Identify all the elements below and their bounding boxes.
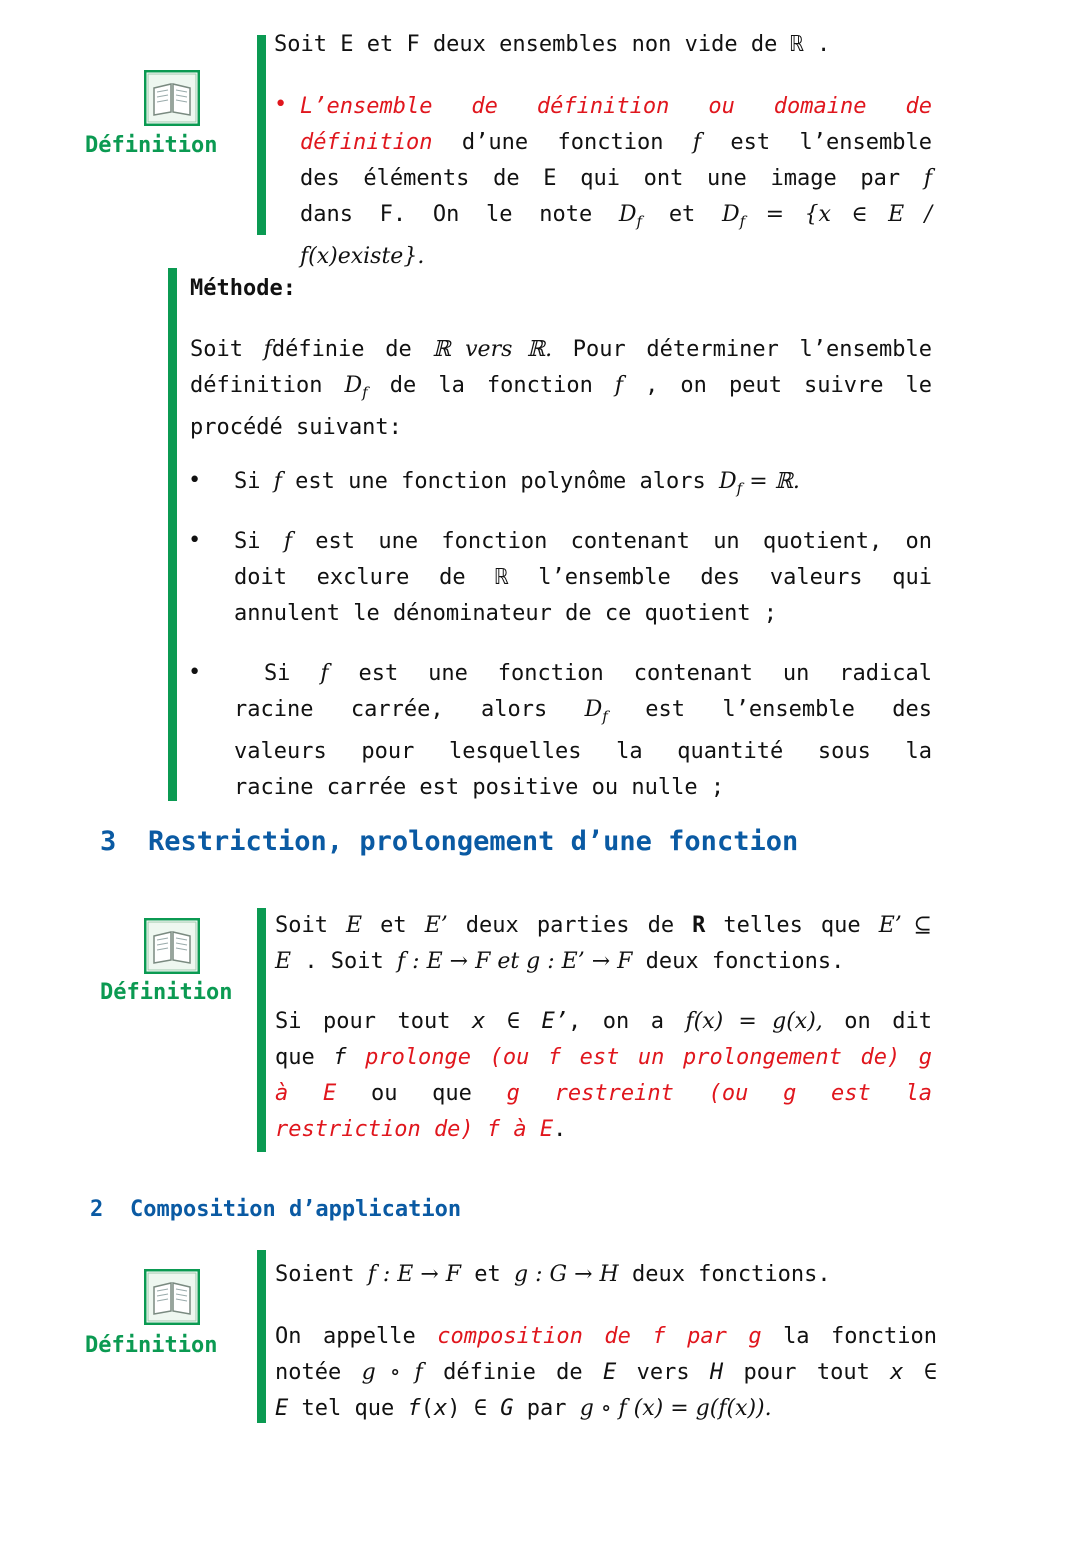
definition-line: notée g ∘ f définie de E vers H pour tout x ∈ bbox=[275, 1360, 937, 1385]
method-bullet-1 bbox=[234, 464, 932, 506]
math-set: $D_f = \{x$ ∈ E / bbox=[722, 202, 933, 231]
method-line: procédé suivant: bbox=[190, 415, 402, 441]
method-intro bbox=[190, 332, 932, 446]
bullet-dot: • bbox=[188, 468, 202, 493]
definition-line: Si pour tout x ∈ E’, on a f(x) = g(x), on dit bbox=[275, 1009, 933, 1034]
definition-line: E . Soit f : E → F et g : E’ → F deux fonctions. bbox=[275, 949, 845, 974]
definition-body bbox=[300, 89, 932, 275]
method-line: Si f est une fonction polynôme alors $D_f$ = ℝ. bbox=[234, 469, 800, 498]
definition-line: restriction de) f à E. bbox=[275, 1117, 567, 1142]
method-line: Si f est une fonction contenant un radical bbox=[263, 661, 932, 686]
method-bullet-3 bbox=[234, 656, 932, 806]
definition-bar bbox=[257, 1250, 266, 1423]
math-set-end: f(x)existe}. bbox=[300, 244, 425, 270]
text: et bbox=[668, 202, 696, 227]
method-line: valeurs pour lesquelles la quantité sous la bbox=[234, 739, 932, 765]
text: est l’ensemble bbox=[730, 130, 933, 155]
definition-line: Soit E et E’ deux parties de R telles que E’ ⊆ bbox=[275, 913, 932, 938]
method-line: définition $D_f$ de la fonction f , on peut suivre le bbox=[190, 373, 933, 402]
definition-body bbox=[275, 1004, 932, 1148]
definition-bar bbox=[257, 908, 266, 1152]
definition-line bbox=[300, 197, 932, 239]
definition-line: que f prolonge (ou f est un prolongement de) g bbox=[275, 1045, 932, 1070]
method-bullet-2 bbox=[234, 524, 932, 632]
text: d’une fonction bbox=[461, 130, 664, 155]
definition-intro: Soit E et F deux ensembles non vide de ℝ . bbox=[274, 32, 831, 57]
definition-label: Définition bbox=[85, 1333, 218, 1358]
section-number: 3 bbox=[100, 826, 117, 857]
book-icon bbox=[144, 1269, 200, 1325]
bullet-dot: • bbox=[188, 528, 202, 553]
definition-label: Définition bbox=[85, 133, 218, 158]
definition-label: Définition bbox=[100, 980, 233, 1005]
method-bar bbox=[168, 268, 177, 801]
definition-body bbox=[275, 908, 932, 980]
definition-term: L’ensemble de définition ou domaine de bbox=[300, 94, 932, 119]
method-line: Si f est une fonction contenant un quotient, on bbox=[234, 529, 933, 554]
section-title: Composition d’application bbox=[130, 1197, 462, 1222]
method-line: racine carrée est positive ou nulle ; bbox=[234, 775, 725, 801]
definition-line: On appelle composition de f par g la fonction bbox=[275, 1324, 938, 1349]
method-line: Soit fdéfinie de ℝ vers ℝ. Pour déterminer l’ensemble bbox=[190, 337, 932, 362]
math-f: f bbox=[692, 130, 702, 155]
section-title: Restriction, prolongement d’une fonction bbox=[148, 826, 799, 857]
bullet-dot: • bbox=[188, 660, 202, 685]
book-icon bbox=[144, 70, 200, 126]
section-number: 2 bbox=[90, 1197, 104, 1222]
definition-term: définition bbox=[300, 130, 433, 155]
definition-body bbox=[275, 1319, 937, 1427]
definition-bar bbox=[257, 35, 266, 235]
method-line: doit exclure de ℝ l’ensemble des valeurs qui bbox=[234, 565, 932, 590]
bullet-dot: • bbox=[274, 92, 288, 117]
definition-line: à E ou que g restreint (ou g est la bbox=[275, 1081, 933, 1106]
text: dans F. On le note bbox=[300, 202, 593, 227]
definition-line: Soient f : E → F et g : G → H deux fonctions. bbox=[275, 1262, 831, 1287]
math-Df: $D_f$ bbox=[618, 202, 643, 231]
definition-line: E tel que f(x) ∈ G par g ∘ f (x) = g(f(x)). bbox=[275, 1396, 772, 1421]
method-line: racine carrée, alors $D_f$ est l’ensemble des bbox=[234, 697, 932, 726]
book-icon bbox=[144, 918, 200, 974]
definition-line: des éléments de E qui ont une image par f bbox=[300, 166, 932, 191]
method-title: Méthode: bbox=[190, 276, 296, 301]
definition-line bbox=[300, 125, 932, 161]
math-f: f bbox=[923, 166, 932, 191]
method-line: annulent le dénominateur de ce quotient ; bbox=[234, 601, 778, 626]
